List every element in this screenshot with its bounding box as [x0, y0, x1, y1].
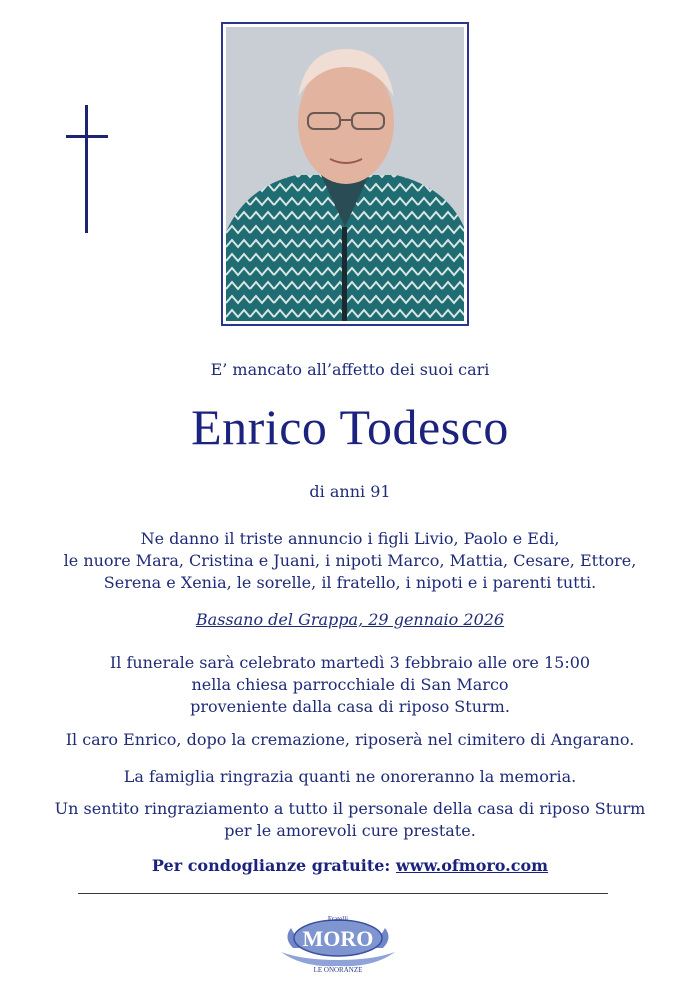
- condolences-line: [0, 856, 700, 875]
- staff-thanks: [0, 798, 700, 842]
- family-thanks: La famiglia ringrazia quanti ne onoreranno la memoria.: [123, 767, 577, 786]
- logo-bottom-text: LE ONORANZE: [313, 966, 363, 974]
- announcement-block: [0, 528, 700, 594]
- condolences-link[interactable]: www.ofmoro.com: [395, 856, 549, 875]
- portrait-photo: [221, 22, 469, 326]
- funeral-line: nella chiesa parrocchiale di San Marco: [191, 675, 509, 694]
- announcement-line: Serena e Xenia, le sorelle, il fratello, i nipoti e i parenti tutti.: [103, 573, 597, 592]
- divider: [78, 893, 608, 894]
- burial-line: Il caro Enrico, dopo la cremazione, riposerà nel cimitero di Angarano.: [65, 730, 635, 749]
- logo-main-text: MORO: [302, 926, 374, 951]
- funeral-line: Il funerale sarà celebrato martedì 3 febbraio alle ore 15:00: [109, 653, 591, 672]
- deceased-name: Enrico Todesco: [191, 399, 509, 455]
- condolences-label: Per condoglianze gratuite:: [151, 856, 391, 875]
- funeral-line: proveniente dalla casa di riposo Sturm.: [190, 697, 510, 716]
- staff-thanks-line: Un sentito ringraziamento a tutto il personale della casa di riposo Sturm: [54, 799, 646, 818]
- announcement-line: le nuore Mara, Cristina e Juani, i nipoti Marco, Mattia, Cesare, Ettore,: [63, 551, 637, 570]
- announcement-line: Ne danno il triste annuncio i figli Livio, Paolo e Edi,: [140, 529, 560, 548]
- place-date-text: Bassano del Grappa, 29 gennaio 2026: [195, 610, 505, 629]
- cross-icon: [66, 105, 108, 233]
- portrait-image: [226, 27, 464, 321]
- funeral-block: [0, 652, 700, 718]
- place-date: [0, 610, 700, 629]
- age-line: di anni 91: [309, 482, 391, 501]
- staff-thanks-line: per le amorevoli cure prestate.: [224, 821, 476, 840]
- intro-line: E’ mancato all’affetto dei suoi cari: [210, 360, 490, 379]
- funeral-home-logo: [273, 908, 403, 974]
- logo-top-text: Fratelli: [327, 915, 349, 923]
